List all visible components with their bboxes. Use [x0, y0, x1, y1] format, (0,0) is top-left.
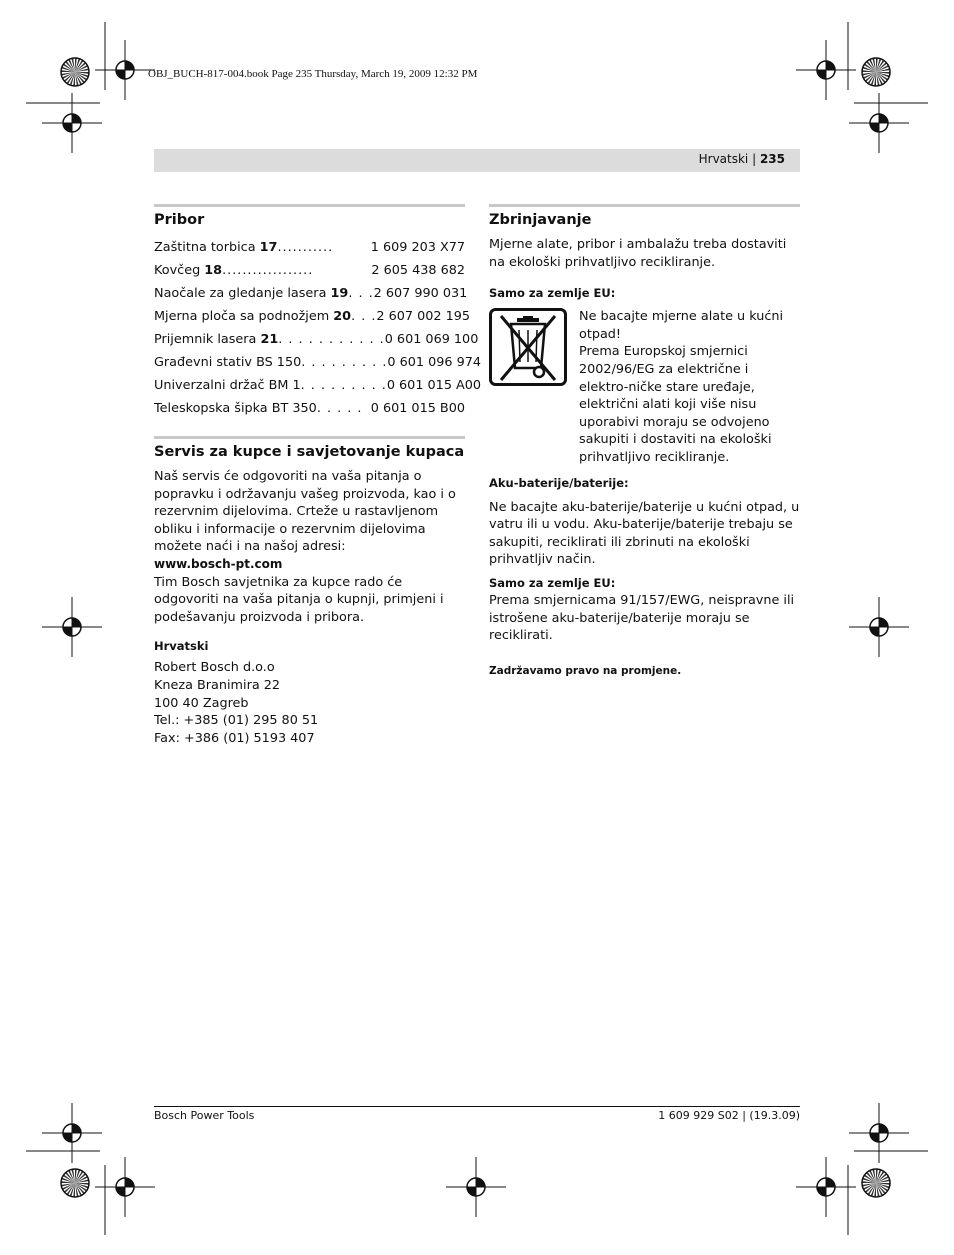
address-line: Kneza Branimira 22: [154, 677, 281, 693]
accessory-label: Naočale za gledanje lasera: [154, 286, 327, 301]
header-page-number: 235: [759, 152, 785, 166]
leader-dots: . . . . . . . . . . .: [278, 332, 385, 347]
accessory-label: Prijemnik lasera: [154, 332, 257, 347]
color-target-icon: [862, 1169, 890, 1197]
address-line: Fax: +386 (01) 5193 407: [154, 730, 315, 746]
address-line: Tel.: +385 (01) 295 80 51: [154, 713, 319, 729]
registration-mark-icon: [796, 1157, 856, 1217]
accessory-number: 0 601 096 974: [387, 355, 482, 370]
accessory-label: Mjerna ploča sa podnožjem: [154, 309, 330, 324]
leader-dots: . . . . . . . . .: [301, 355, 388, 370]
weee-text-1: Ne bacajte mjerne alate u kućni otpad!: [579, 309, 784, 342]
accessory-ref: 17: [259, 240, 278, 255]
servis-url: www.bosch-pt.com: [154, 556, 283, 571]
accessory-ref: 20: [333, 309, 352, 324]
servis-text: Naš servis će odgovoriti na vaša pitanja o popravku i održavanju vašeg proizvoda, kao i o rezervnim dijelovima. Crteže u rastavljenom obliku i informacije o rezervnim dijelovima možete naći i na našoj adresi:: [154, 469, 456, 555]
accessory-label: Građevni stativ BS 150: [154, 355, 302, 370]
leader-dots: . . . . .: [316, 401, 363, 416]
leader-dots: ...........: [277, 240, 334, 255]
footer-brand: Bosch Power Tools: [154, 1109, 255, 1122]
footer-doc-number: 1 609 929 S02 | (19.3.09): [658, 1109, 800, 1122]
registration-mark-icon: [446, 1157, 506, 1217]
registration-mark-icon: [796, 40, 856, 100]
registration-mark-icon: [849, 597, 909, 657]
accessory-ref: 21: [260, 332, 279, 347]
zbrinjavanje-heading: Zbrinjavanje: [489, 212, 592, 228]
weee-text-2: Prema Europskoj smjernici 2002/96/EG za električne i elektro-ničke stare uređaje, električni alati koji više nisu uporabivi moraju se odvojeno sakupiti i dostaviti na ekološki prihvatljivo recikliranje.: [579, 344, 772, 465]
zbrinjavanje-intro: Mjerne alate, pribor i ambalažu treba dostaviti na ekološki prihvatljivo recikliranje.: [489, 237, 787, 270]
battery-text-2: Prema smjernicama 91/157/EWG, neispravne ili istrošene aku-baterije/baterije moraju se reciklirati.: [489, 592, 795, 644]
reserve-note: Zadržavamo pravo na promjene.: [489, 664, 682, 677]
color-target-icon: [862, 58, 890, 86]
registration-mark-icon: [849, 93, 909, 153]
accessory-ref: 18: [204, 263, 223, 278]
leader-dots: . . .: [348, 286, 374, 301]
accessory-number: 1 609 203 X77: [370, 240, 465, 255]
eu-label-2: Samo za zemlje EU:: [489, 575, 616, 590]
eu-label: Samo za zemlje EU:: [489, 286, 616, 301]
servis-heading: Servis za kupce i savjetovanje kupaca: [154, 444, 465, 460]
color-target-icon: [61, 1169, 89, 1197]
print-info: OBJ_BUCH-817-004.book Page 235 Thursday, March 19, 2009 12:32 PM: [148, 68, 478, 80]
accessory-ref: 19: [330, 286, 349, 301]
accessory-number: 0 601 015 B00: [370, 401, 465, 416]
pribor-heading: Pribor: [154, 212, 205, 228]
leader-dots: ..................: [222, 263, 314, 278]
registration-mark-icon: [95, 40, 155, 100]
accessory-label: Teleskopska šipka BT 350: [154, 401, 317, 416]
address-line: 100 40 Zagreb: [154, 695, 249, 711]
registration-mark-icon: [95, 1157, 155, 1217]
accessory-number: 2 605 438 682: [371, 263, 465, 278]
header-language: Hrvatski: [698, 152, 749, 166]
servis-text-2: Tim Bosch savjetnika za kupce rado će odgovoriti na vaša pitanja o kupnji, primjeni i podešavanju proizvoda i pribora.: [154, 574, 444, 625]
registration-mark-icon: [42, 1103, 102, 1163]
color-target-icon: [61, 58, 89, 86]
accessory-number: 2 607 002 195: [376, 309, 471, 324]
accessory-number: 0 601 015 A00: [386, 378, 482, 393]
accessory-number: 0 601 069 100: [384, 332, 479, 347]
registration-mark-icon: [849, 1103, 909, 1163]
registration-mark-icon: [42, 597, 102, 657]
address-line: Robert Bosch d.o.o: [154, 660, 275, 676]
battery-label: Aku-baterije/baterije:: [489, 475, 629, 490]
accessory-label: Univerzalni držač BM 1: [154, 378, 301, 393]
leader-dots: . . .: [351, 309, 377, 324]
leader-dots: . . . . . . . . .: [300, 378, 387, 393]
accessory-label: Kovčeg: [154, 263, 201, 278]
country-label: Hrvatski: [154, 639, 209, 654]
accessory-label: Zaštitna torbica: [154, 240, 256, 255]
battery-text: Ne bacajte aku-baterije/baterije u kućni otpad, u vatru ili u vodu. Aku-baterije/baterije trebaju se sakupiti, reciklirati ili zbrinuti na ekološki prihvatljiv način.: [489, 499, 800, 568]
header-text: Hrvatski | 235: [698, 152, 785, 166]
registration-mark-icon: [42, 93, 102, 153]
accessory-number: 2 607 990 031: [373, 286, 468, 301]
